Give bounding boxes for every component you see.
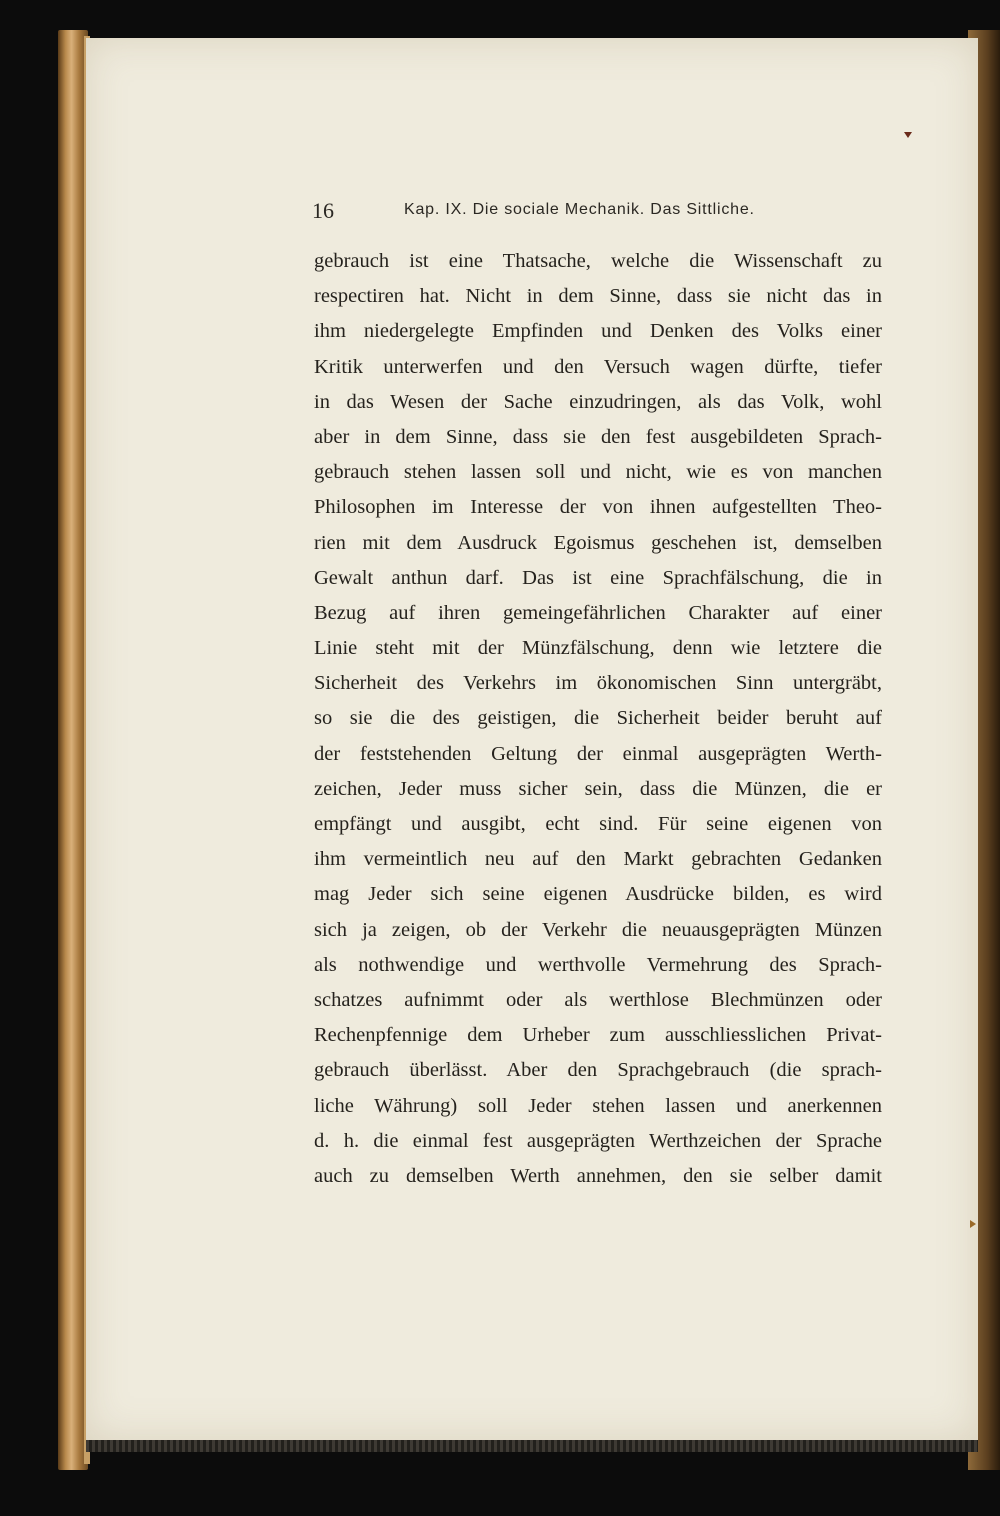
text-line: liche Währung) soll Jeder stehen lassen und anerkennen [314,1094,882,1117]
text-line: mag Jeder sich seine eigenen Ausdrücke bilden, es wird [314,883,882,906]
text-line: Kritik unterwerfen und den Versuch wagen dürfte, tiefer [314,355,882,378]
body-text [314,244,882,1194]
text-line: ihm vermeintlich neu auf den Markt gebrachten Gedanken [314,848,882,871]
text-line: aber in dem Sinne, dass sie den fest ausgebildeten Sprach- [314,425,882,448]
text-line: Rechenpfennige dem Urheber zum ausschliesslichen Privat- [314,1024,882,1047]
text-line: gebrauch stehen lassen soll und nicht, wie es von manchen [314,461,882,484]
text-line: Bezug auf ihren gemeingefährlichen Charakter auf einer [314,601,882,624]
page-number: 16 [312,198,334,223]
text-line: gebrauch überlässt. Aber den Sprachgebrauch (die sprach- [314,1059,882,1082]
text-line: zeichen, Jeder muss sicher sein, dass die Münzen, die er [314,777,882,800]
text-line: so sie die des geistigen, die Sicherheit beider beruht auf [314,707,882,730]
text-line: respectiren hat. Nicht in dem Sinne, dass sie nicht das in [314,285,882,308]
text-line: auch zu demselben Werth annehmen, den sie selber damit [314,1164,882,1187]
margin-mark-top [904,132,912,138]
text-line: als nothwendige und werthvolle Vermehrung des Sprach- [314,953,882,976]
text-line: empfängt und ausgibt, echt sind. Für seine eigenen von [314,813,882,835]
text-line: Sicherheit des Verkehrs im ökonomischen Sinn untergräbt, [314,672,882,695]
text-line: schatzes aufnimmt oder als werthlose Blechmünzen oder [314,988,882,1011]
text-line: Linie steht mit der Münzfälschung, denn wie letztere die [314,637,882,660]
text-line: gebrauch ist eine Thatsache, welche die Wissenschaft zu [314,250,882,272]
margin-mark-bottom [970,1220,976,1228]
book-bottom-edge [86,1440,978,1452]
chapter-title: Kap. IX. Die sociale Mechanik. Das Sittliche. [404,201,755,218]
text-line: sich ja zeigen, ob der Verkehr die neuausgeprägten Münzen [314,918,882,941]
text-line: Philosophen im Interesse der von ihnen aufgestellten Theo- [314,496,882,519]
running-head [312,198,792,226]
text-line: in das Wesen der Sache einzudringen, als das Volk, wohl [314,390,882,413]
text-line: d. h. die einmal fest ausgeprägten Werthzeichen der Sprache [314,1129,882,1152]
text-line: der feststehenden Geltung der einmal ausgeprägten Werth- [314,742,882,765]
text-line: Gewalt anthun darf. Das ist eine Sprachfälschung, die in [314,566,882,589]
text-line: rien mit dem Ausdruck Egoismus geschehen ist, demselben [314,531,882,554]
text-line: ihm niedergelegte Empfinden und Denken des Volks einer [314,320,882,343]
